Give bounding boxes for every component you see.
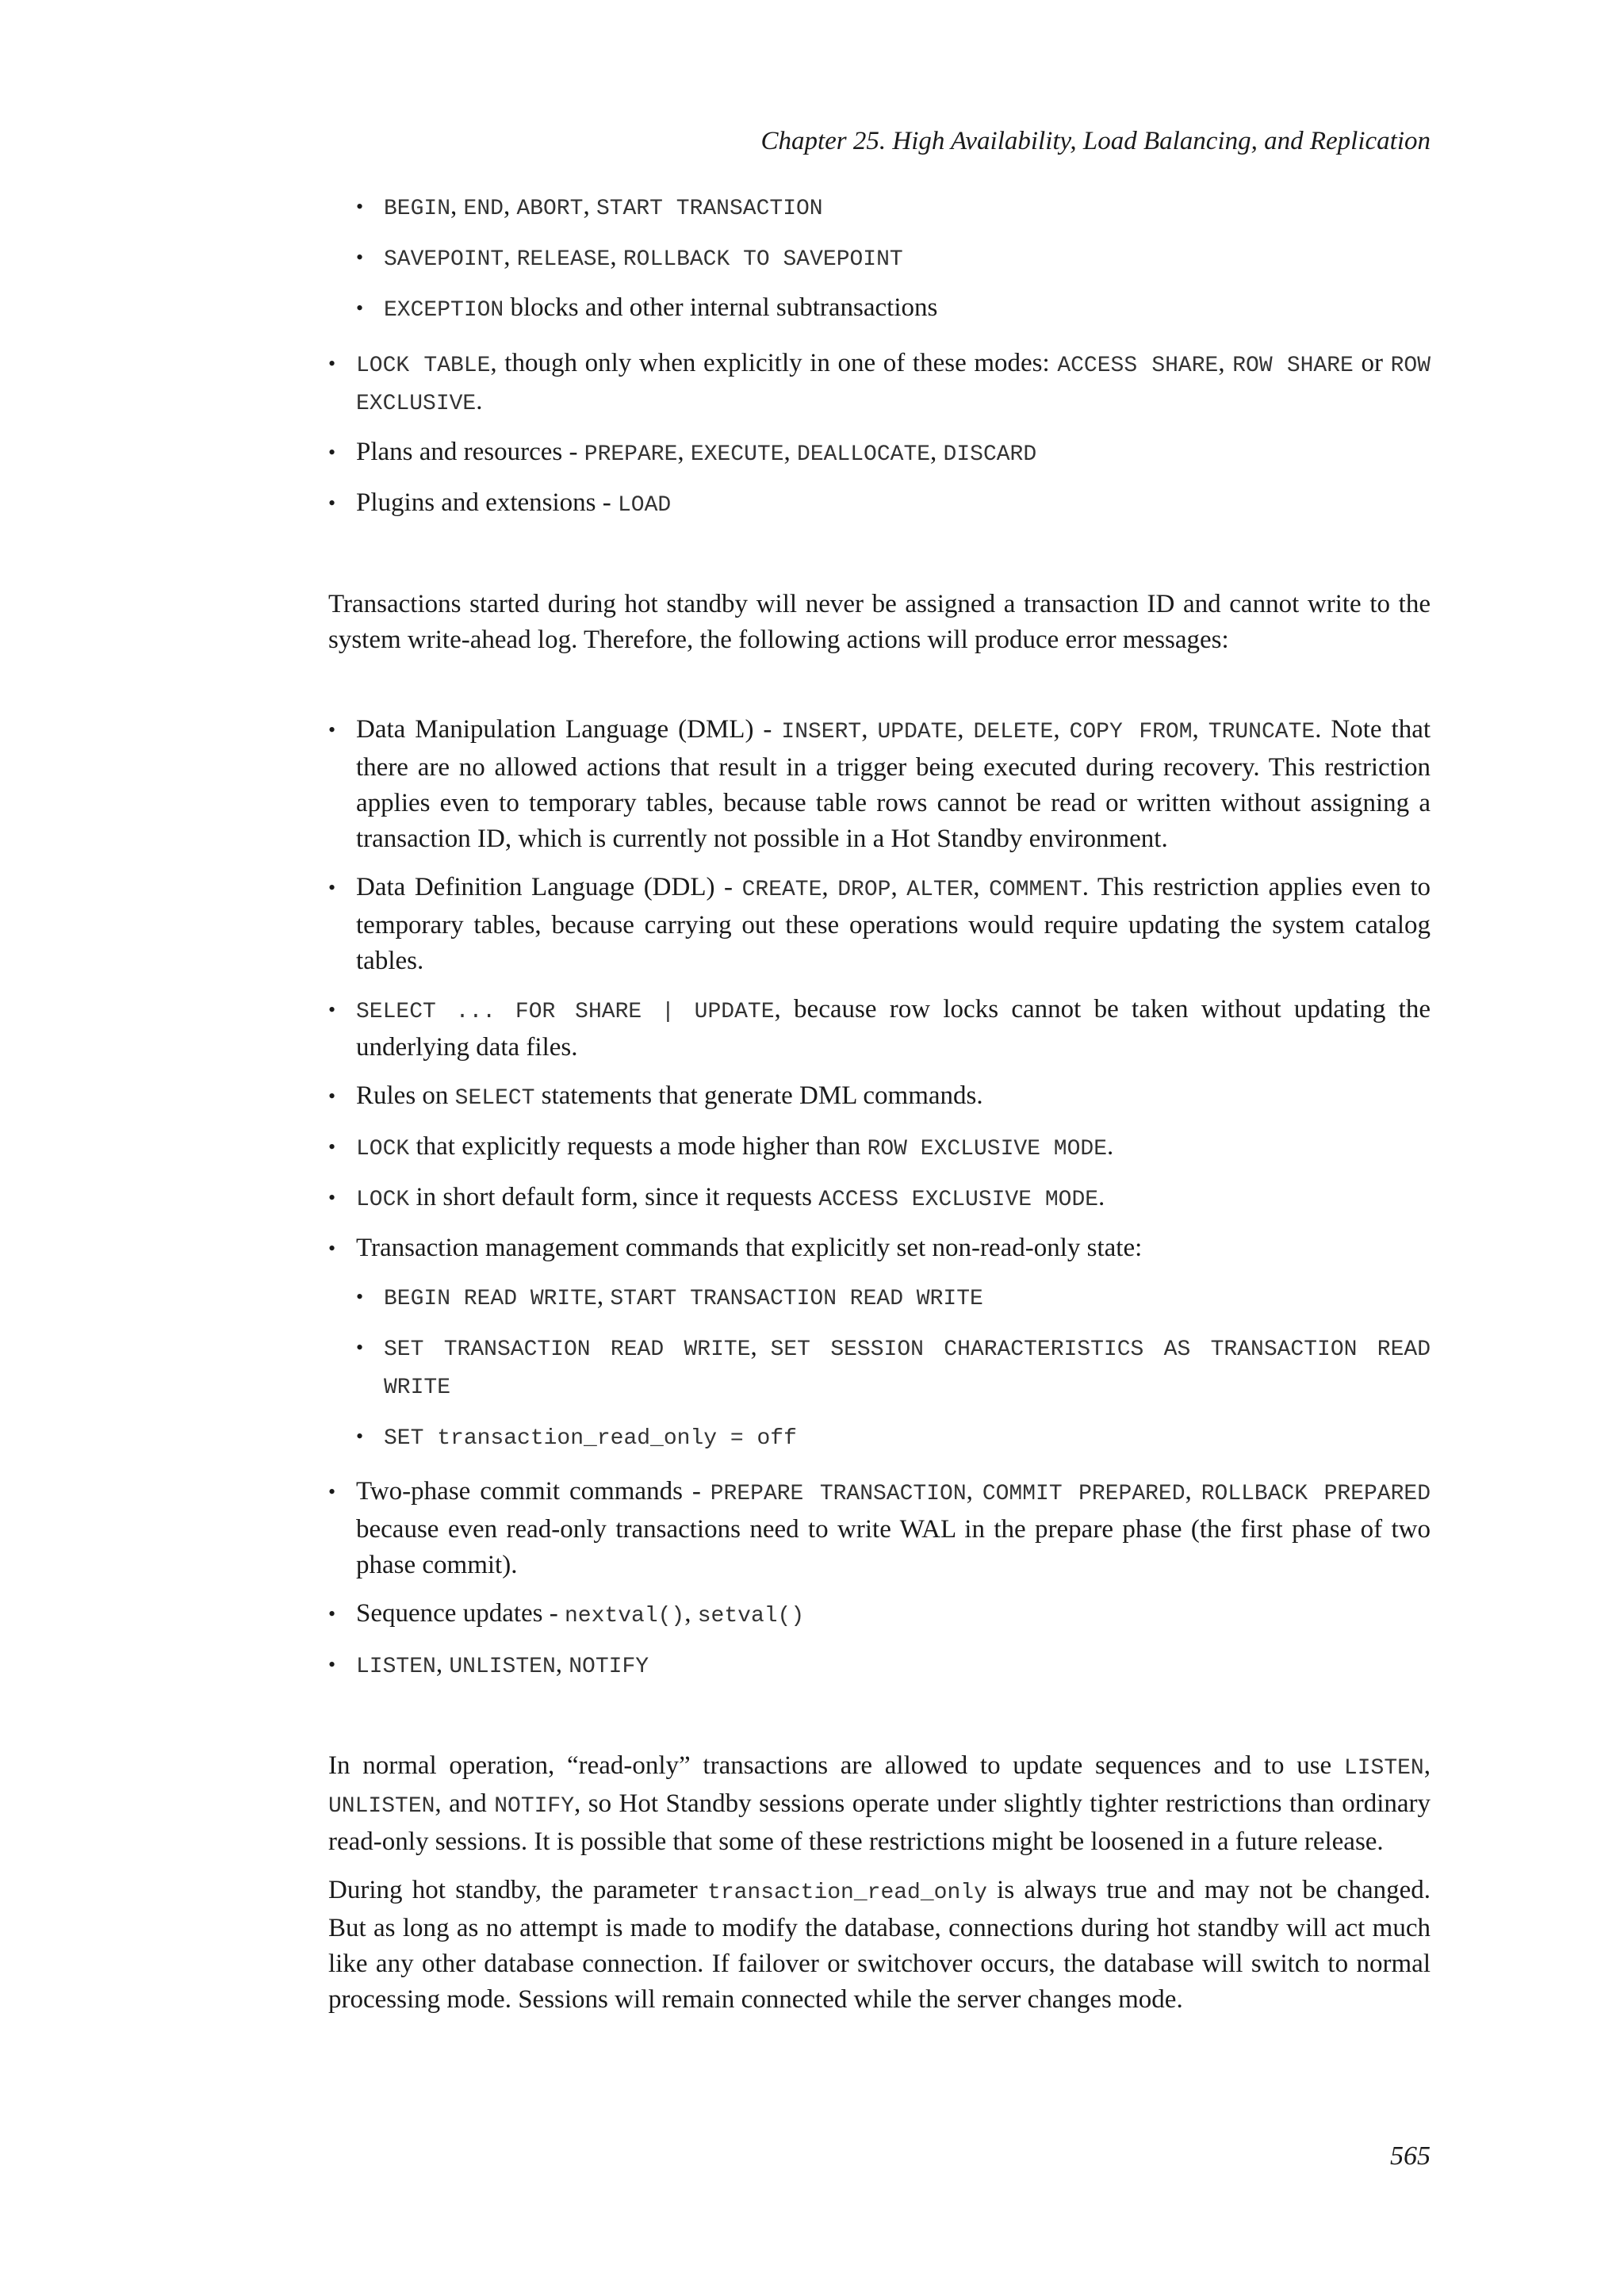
code-term: LISTEN bbox=[1343, 1756, 1424, 1781]
code-term: ACCESS SHARE bbox=[1057, 354, 1219, 378]
text-run: , bbox=[610, 243, 623, 271]
code-term: EXCEPTION bbox=[384, 298, 504, 323]
text-run: , bbox=[973, 873, 990, 901]
code-term: SELECT bbox=[454, 1086, 535, 1111]
paragraph-normal-operation bbox=[328, 1748, 1431, 1860]
code-term: SET SESSION CHARACTERISTICS AS TRANSACTION READ WRITE bbox=[384, 1337, 1431, 1400]
text-run: , bbox=[684, 1599, 698, 1628]
text-run: , bbox=[583, 192, 596, 220]
text-run: , so Hot Standby sessions operate under slightly tighter restrictions than ordinary read-only sessions. It is possible that some of these restrictions might be loosened in a future release. bbox=[328, 1789, 1431, 1856]
text-run: , bbox=[1192, 715, 1208, 744]
list-item bbox=[356, 1330, 1431, 1406]
text-run: , bbox=[503, 192, 517, 220]
code-term: UNLISTEN bbox=[328, 1794, 435, 1819]
code-term: ACCESS EXCLUSIVE MODE bbox=[818, 1188, 1099, 1212]
text-run: , though only when explicitly in one of these modes: bbox=[490, 349, 1058, 377]
code-term: LISTEN bbox=[356, 1655, 436, 1679]
list-item bbox=[328, 712, 1431, 857]
text-run: , bbox=[596, 1282, 611, 1311]
text-run: , bbox=[891, 873, 907, 901]
text-run: , bbox=[1423, 1751, 1431, 1780]
text-run: Plugins and extensions - bbox=[356, 488, 618, 517]
code-term: TRUNCATE bbox=[1208, 720, 1316, 744]
code-term: DROP bbox=[837, 878, 891, 902]
text-run: in short default form, since it requests bbox=[409, 1183, 819, 1211]
list-item bbox=[356, 1418, 1431, 1456]
code-term: UPDATE bbox=[877, 720, 958, 744]
text-run: Sequence updates - bbox=[356, 1599, 565, 1628]
code-term: NOTIFY bbox=[569, 1655, 649, 1679]
text-run: , bbox=[435, 1650, 450, 1678]
code-term: START TRANSACTION READ WRITE bbox=[610, 1287, 983, 1311]
text-run: , bbox=[930, 438, 944, 466]
code-term: PREPARE TRANSACTION bbox=[710, 1482, 967, 1506]
code-term: ABORT bbox=[516, 197, 584, 221]
code-term: SET transaction_read_only = off bbox=[384, 1426, 797, 1451]
text-run: Transaction management commands that explicitly set non-read-only state: bbox=[356, 1234, 1143, 1262]
code-term: SELECT ... FOR SHARE | UPDATE bbox=[356, 1000, 775, 1024]
code-term: ALTER bbox=[906, 878, 974, 902]
restriction-list-allowed bbox=[328, 346, 1431, 523]
text-run: , bbox=[504, 243, 517, 271]
text-run: , bbox=[822, 873, 838, 901]
text-run: Plans and resources - bbox=[356, 438, 584, 466]
code-term: END bbox=[463, 197, 504, 221]
code-term: DEALLOCATE bbox=[797, 442, 931, 467]
text-run: , bbox=[1218, 349, 1233, 377]
text-run: . This restriction applies even to temporary tables, because carrying out these operations would require updating the system catalog tables. bbox=[356, 873, 1431, 975]
list-item bbox=[328, 992, 1431, 1066]
list-item bbox=[356, 1279, 1431, 1317]
code-term: SET TRANSACTION READ WRITE bbox=[384, 1337, 751, 1362]
text-run: , bbox=[783, 438, 798, 466]
text-run: , bbox=[1185, 1477, 1201, 1506]
list-item bbox=[328, 1230, 1431, 1266]
list-item bbox=[328, 1180, 1431, 1218]
list-item bbox=[328, 1596, 1431, 1634]
text-run: because even read-only transactions need to write WAL in the prepare phase (the first phase of two phase commit). bbox=[356, 1515, 1431, 1579]
code-term: DELETE bbox=[973, 720, 1054, 744]
code-term: RELEASE bbox=[516, 247, 611, 272]
text-run: statements that generate DML commands. bbox=[534, 1081, 983, 1110]
text-run: Two-phase commit commands - bbox=[356, 1477, 710, 1506]
paragraph-during-hot-standby bbox=[328, 1873, 1431, 2018]
paragraph-hot-standby-transactions: Transactions started during hot standby will never be assigned a transaction ID and cannot write to the system write-ahead log. Therefore, the following actions will produce error messages: bbox=[328, 590, 1431, 654]
code-term: setval() bbox=[697, 1604, 805, 1628]
list-item bbox=[328, 1647, 1431, 1685]
list-item bbox=[328, 485, 1431, 523]
code-term: COMMIT PREPARED bbox=[982, 1482, 1185, 1506]
text-run: Data Manipulation Language (DML) - bbox=[356, 715, 782, 744]
text-run: , and bbox=[435, 1789, 495, 1818]
code-term: LOCK TABLE bbox=[356, 354, 491, 378]
text-run: , bbox=[677, 438, 691, 466]
text-run: Rules on bbox=[356, 1081, 455, 1110]
code-term: BEGIN READ WRITE bbox=[384, 1287, 597, 1311]
code-term: ROW EXCLUSIVE MODE bbox=[867, 1137, 1108, 1161]
text-run: , bbox=[861, 715, 878, 744]
code-term: SAVEPOINT bbox=[384, 247, 504, 272]
code-term: BEGIN bbox=[384, 197, 451, 221]
code-term: ROW SHARE bbox=[1232, 354, 1354, 378]
text-run: In normal operation, “read-only” transactions are allowed to update sequences and to use bbox=[328, 1751, 1344, 1780]
list-item bbox=[356, 290, 1431, 328]
text-run: that explicitly requests a mode higher than bbox=[409, 1132, 868, 1161]
code-term: CREATE bbox=[741, 878, 822, 902]
code-term: LOCK bbox=[356, 1137, 410, 1161]
text-run: . bbox=[1107, 1132, 1114, 1161]
code-term: START TRANSACTION bbox=[596, 197, 823, 221]
code-term: INSERT bbox=[781, 720, 862, 744]
list-item bbox=[328, 870, 1431, 979]
code-term: DISCARD bbox=[943, 442, 1037, 467]
code-term: ROLLBACK TO SAVEPOINT bbox=[622, 247, 903, 272]
text-run: blocks and other internal subtransactions bbox=[504, 293, 938, 322]
text-run: , bbox=[957, 715, 974, 744]
text-run: . bbox=[1098, 1183, 1105, 1211]
code-term: LOAD bbox=[617, 493, 672, 518]
text-run: During hot standby, the parameter bbox=[328, 1876, 708, 1904]
transaction-management-sublist bbox=[356, 1279, 1431, 1456]
text-run: Data Definition Language (DDL) - bbox=[356, 873, 742, 901]
list-item bbox=[328, 1078, 1431, 1116]
code-term: PREPARE bbox=[584, 442, 678, 467]
text-run: , bbox=[450, 192, 464, 220]
code-term: UNLISTEN bbox=[449, 1655, 556, 1679]
list-item bbox=[328, 1129, 1431, 1167]
text-run: is always true and may not be changed. But as long as no attempt is made to modify the database, connections during hot standby will act much like any other database connection. If failover or switchover occurs, the database will switch to normal processing mode. Sessions will remain connected while the server changes mode. bbox=[328, 1876, 1431, 2014]
code-term: NOTIFY bbox=[494, 1794, 575, 1819]
text-run: , because row locks cannot be taken without updating the underlying data files. bbox=[356, 995, 1431, 1062]
text-run: , bbox=[750, 1333, 771, 1361]
text-run: or bbox=[1353, 349, 1391, 377]
code-term: ROW EXCLUSIVE bbox=[356, 354, 1431, 416]
text-run: , bbox=[555, 1650, 569, 1678]
running-header: Chapter 25. High Availability, Load Balancing, and Replication bbox=[760, 127, 1431, 155]
list-item bbox=[356, 239, 1431, 277]
list-item bbox=[328, 346, 1431, 422]
code-term: ROLLBACK PREPARED bbox=[1201, 1482, 1431, 1506]
code-term: COMMENT bbox=[989, 878, 1082, 902]
list-item bbox=[328, 434, 1431, 473]
error-actions-list-cont bbox=[328, 1474, 1431, 1685]
text-run: . Note that there are no allowed actions that result in a trigger being executed during recovery. This restriction applies even to temporary tables, because table rows cannot be read or written without assigning a transaction ID, which is currently not possible in a Hot Standby environment. bbox=[356, 715, 1431, 853]
code-term: EXECUTE bbox=[690, 442, 784, 467]
error-actions-list bbox=[328, 712, 1431, 1266]
list-item bbox=[356, 189, 1431, 227]
code-term: LOCK bbox=[356, 1188, 410, 1212]
text-run: , bbox=[1053, 715, 1070, 744]
text-run: , bbox=[966, 1477, 982, 1506]
page-body bbox=[328, 189, 1431, 2030]
code-term: nextval() bbox=[565, 1604, 685, 1628]
text-run: . bbox=[476, 387, 483, 415]
page-number: 565 bbox=[1390, 2141, 1431, 2171]
list-item bbox=[328, 1474, 1431, 1583]
top-sublist bbox=[356, 189, 1431, 328]
code-term: COPY FROM bbox=[1069, 720, 1193, 744]
code-term: transaction_read_only bbox=[707, 1881, 987, 1905]
